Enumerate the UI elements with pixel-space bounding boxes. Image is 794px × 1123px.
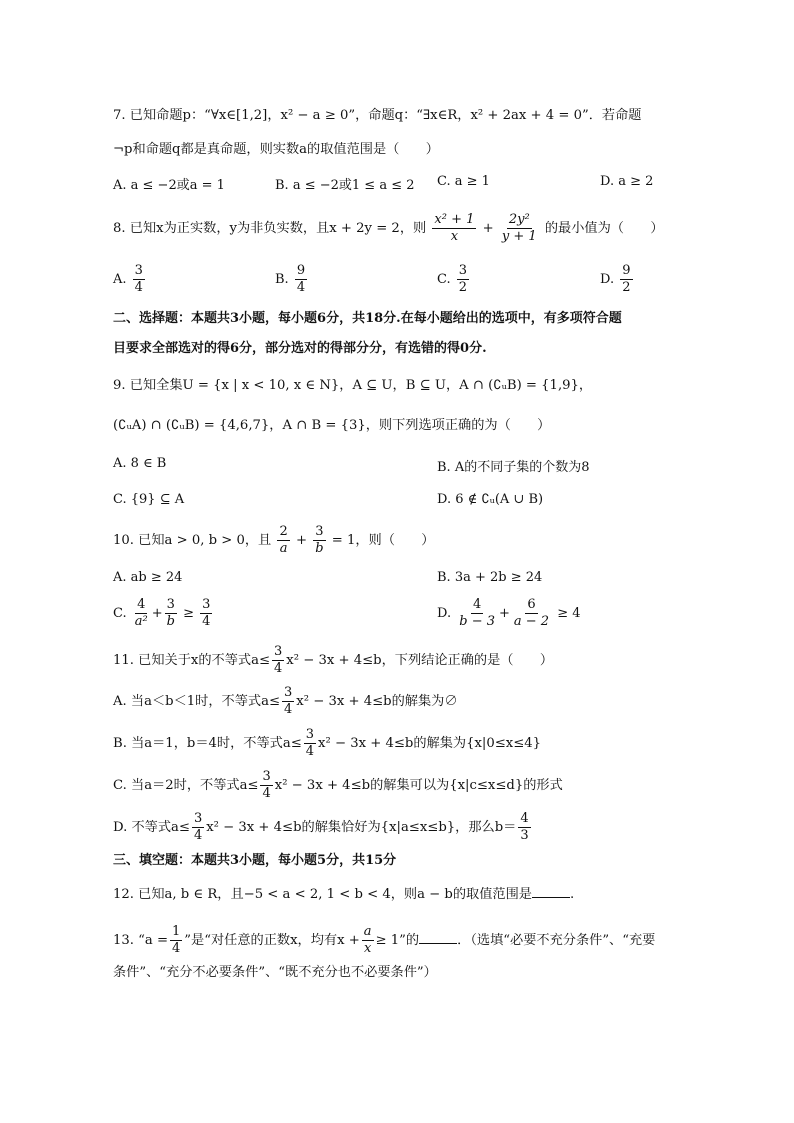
q13-frac-a-num: 1 — [172, 924, 181, 939]
q12-stem — [113, 885, 574, 905]
q13-frac-a — [170, 925, 182, 956]
q10-d-d2: a − 2 — [513, 614, 550, 629]
q11-option-c-text2: x² − 3x + 4≤b的解集可以为{x|c≤x≤d}的形式 — [274, 778, 563, 793]
q8-option-b[interactable] — [275, 264, 309, 295]
q10-c-frac2 — [165, 598, 177, 629]
q11-option-d-den: 4 — [193, 828, 203, 843]
q8-option-a-frac — [133, 264, 145, 295]
q11-stem — [113, 645, 553, 676]
q10-c-frac3 — [200, 598, 212, 629]
q8-option-c-den: 2 — [458, 280, 468, 295]
q11-option-c-text1: C. 当a＝2时，不等式a≤ — [113, 778, 259, 793]
q13-stem-line1 — [113, 925, 655, 956]
q10-f1-den: a — [279, 541, 288, 556]
q8-option-d-num: 9 — [622, 263, 631, 278]
q8-frac1-num: x² + 1 — [434, 212, 475, 227]
q11-option-c-frac — [260, 770, 272, 801]
q11-option-c[interactable] — [113, 770, 563, 801]
q10-c-frac1 — [133, 598, 150, 629]
q10-f1-num: 2 — [279, 524, 288, 539]
q11-option-c-num: 3 — [262, 769, 271, 784]
q10-plus: + — [295, 533, 307, 548]
q11-option-d-text2: x² − 3x + 4≤b的解集恰好为{x|a≤x≤b}，那么b＝ — [206, 820, 517, 835]
q8-option-c-num: 3 — [458, 263, 468, 278]
section3-heading: 三、填空题：本题共3小题，每小题5分，共15分 — [113, 853, 397, 868]
q11-option-b-num: 3 — [305, 727, 315, 742]
q11-option-c-den: 4 — [262, 786, 271, 801]
q8-stem — [113, 213, 664, 244]
q7-option-d[interactable]: D. a ≥ 2 — [600, 174, 654, 189]
q11-option-d-answer-frac — [518, 812, 530, 843]
q10-stem — [113, 525, 435, 556]
q10-option-d[interactable] — [437, 598, 581, 629]
q8-option-b-num: 9 — [296, 263, 306, 278]
q7-stem-line1: 7. 已知命题p：“∀x∈[1,2]，x² − a ≥ 0”，命题q：“∃x∈R，x² + 2ax + 4 = 0”．若命题 — [113, 108, 642, 123]
section2-heading-line2: 目要求全部选对的得6分，部分选对的得部分分，有选错的得0分. — [113, 341, 487, 356]
q10-d-frac1 — [457, 598, 497, 629]
q10-c-d2: b — [166, 614, 175, 629]
q9-option-b[interactable]: B. A的不同子集的个数为8 — [437, 460, 590, 475]
q8-option-d-frac — [620, 264, 632, 295]
q11-option-a[interactable] — [113, 686, 458, 717]
q11-option-b-text1: B. 当a＝1，b＝4时，不等式a≤ — [113, 736, 302, 751]
q11-frac-den: 4 — [274, 661, 283, 676]
q10-fraction-1 — [277, 525, 289, 556]
q8-option-c[interactable] — [437, 264, 471, 295]
q8-option-d-den: 2 — [622, 280, 631, 295]
q8-option-c-frac — [457, 264, 469, 295]
q13-middle2: ≥ 1”的 — [375, 933, 420, 948]
q9-option-d[interactable]: D. 6 ∉ ∁ᵤ(A ∪ B) — [437, 492, 544, 507]
q11-option-d-text1: D. 不等式a≤ — [113, 820, 190, 835]
q11-option-a-den: 4 — [284, 702, 293, 717]
q7-option-c[interactable]: C. a ≥ 1 — [437, 174, 490, 189]
q11-stem-b: x² − 3x + 4≤b，下列结论正确的是（ ） — [286, 653, 554, 668]
q10-d-frac2 — [512, 598, 551, 629]
q11-option-a-frac — [282, 686, 294, 717]
q10-d-rel: ≥ 4 — [557, 606, 581, 621]
q10-c-rel: ≥ — [183, 606, 195, 621]
q10-stem-prefix: 10. 已知a > 0, b > 0，且 — [113, 533, 272, 548]
q9-option-a[interactable]: A. 8 ∈ B — [113, 456, 167, 471]
section2-heading-line1: 二、选择题：本题共3小题，每小题6分，共18分.在每小题给出的选项中，有多项符合题 — [113, 311, 622, 326]
q11-option-a-text1: A. 当a＜b＜1时，不等式a≤ — [113, 694, 281, 709]
q8-option-a-num: 3 — [134, 263, 143, 278]
q11-option-b-frac — [304, 728, 316, 759]
q9-option-c[interactable]: C. {9} ⊆ A — [113, 492, 185, 507]
q9-stem-line2: (∁ᵤA) ∩ (∁ᵤB) = {4,6,7}，A ∩ B = {3}，则下列选项正确的为（ ） — [113, 418, 551, 433]
q8-plus: + — [482, 221, 494, 236]
q8-fraction-2 — [500, 213, 539, 244]
q10-option-c[interactable] — [113, 598, 214, 629]
q10-option-a[interactable]: A. ab ≥ 24 — [113, 570, 183, 585]
q7-option-b[interactable]: B. a ≤ −2或1 ≤ a ≤ 2 — [275, 178, 415, 193]
q12-text: 12. 已知a, b ∈ R，且−5 < a < 2, 1 < b < 4，则a − b的取值范围是 — [113, 887, 532, 902]
q13-answer-blank[interactable] — [419, 931, 457, 944]
q8-option-b-frac — [295, 264, 307, 295]
q8-frac2-num: 2y² — [508, 212, 530, 227]
q11-option-a-text2: x² − 3x + 4≤b的解集为∅ — [296, 694, 458, 709]
q11-option-d-frac — [192, 812, 204, 843]
q10-f2-num: 3 — [315, 524, 324, 539]
q8-stem-prefix: 8. 已知x为正实数，y为非负实数，且x + 2y = 2，则 — [113, 221, 427, 236]
q10-f2-den: b — [315, 541, 324, 556]
q8-option-a[interactable] — [113, 264, 147, 295]
q8-option-d[interactable] — [600, 264, 635, 295]
q8-frac2-den: y + 1 — [501, 229, 537, 244]
q13-stem-line2: 条件”、“充分不必要条件”、“既不充分也不必要条件”） — [113, 965, 437, 980]
q13-frac-b-den: x — [363, 941, 372, 956]
q13-frac-a-den: 4 — [172, 941, 181, 956]
q11-option-d-ans-num: 4 — [520, 811, 529, 826]
q10-d-plus: + — [498, 606, 510, 621]
q8-option-c-letter: C. — [437, 272, 451, 287]
q11-option-b[interactable] — [113, 728, 541, 759]
q11-option-d-ans-den: 3 — [520, 828, 529, 843]
q8-option-b-den: 4 — [296, 280, 306, 295]
q11-option-d-num: 3 — [193, 811, 203, 826]
q11-option-b-den: 4 — [305, 744, 315, 759]
q8-option-a-den: 4 — [134, 280, 143, 295]
q8-option-b-letter: B. — [275, 272, 289, 287]
q9-stem-line1: 9. 已知全集U = {x | x < 10, x ∈ N}，A ⊆ U，B ⊆ U，A ∩ (∁ᵤB) = {1,9}， — [113, 378, 593, 393]
q11-stem-a: 11. 已知关于x的不等式a≤ — [113, 653, 271, 668]
q11-option-b-text2: x² − 3x + 4≤b的解集为{x|0≤x≤4} — [318, 736, 542, 751]
q10-stem-suffix: = 1，则（ ） — [331, 533, 435, 548]
q10-c-d3: 4 — [202, 614, 211, 629]
q10-d-d1: b − 3 — [459, 614, 495, 629]
q8-stem-suffix: 的最小值为（ ） — [544, 221, 664, 236]
q8-fraction-1 — [432, 213, 476, 244]
q13-suffix: ．（选填“必要不充分条件”、“充要 — [457, 933, 656, 948]
q13-frac-b-num: a — [363, 924, 372, 939]
q10-c-n2: 3 — [166, 597, 175, 612]
q10-c-d1: a² — [134, 614, 148, 629]
q11-frac-num: 3 — [274, 644, 283, 659]
q13-prefix: 13. “a = — [113, 933, 169, 948]
q10-c-plus: + — [151, 606, 163, 621]
q11-stem-frac — [272, 645, 284, 676]
q12-end: . — [569, 887, 575, 902]
q10-option-c-letter: C. — [113, 606, 127, 621]
q13-frac-b — [362, 925, 374, 956]
q10-c-n1: 4 — [137, 597, 146, 612]
q11-option-d[interactable] — [113, 812, 533, 843]
q10-d-n2: 6 — [527, 597, 536, 612]
q12-answer-blank[interactable] — [532, 885, 570, 898]
q10-option-b[interactable]: B. 3a + 2b ≥ 24 — [437, 570, 543, 585]
q13-middle: ”是“对任意的正数x，均有x + — [184, 933, 360, 948]
q7-stem-line2: ¬p和命题q都是真命题，则实数a的取值范围是（ ） — [113, 142, 439, 157]
q10-fraction-2 — [313, 525, 325, 556]
q11-option-a-num: 3 — [284, 685, 293, 700]
q10-c-n3: 3 — [202, 597, 211, 612]
q8-option-a-letter: A. — [113, 272, 127, 287]
q8-frac1-den: x — [450, 229, 459, 244]
q7-option-a[interactable]: A. a ≤ −2或a = 1 — [113, 178, 225, 193]
q10-option-d-letter: D. — [437, 606, 452, 621]
q8-option-d-letter: D. — [600, 272, 615, 287]
q10-d-n1: 4 — [472, 597, 482, 612]
